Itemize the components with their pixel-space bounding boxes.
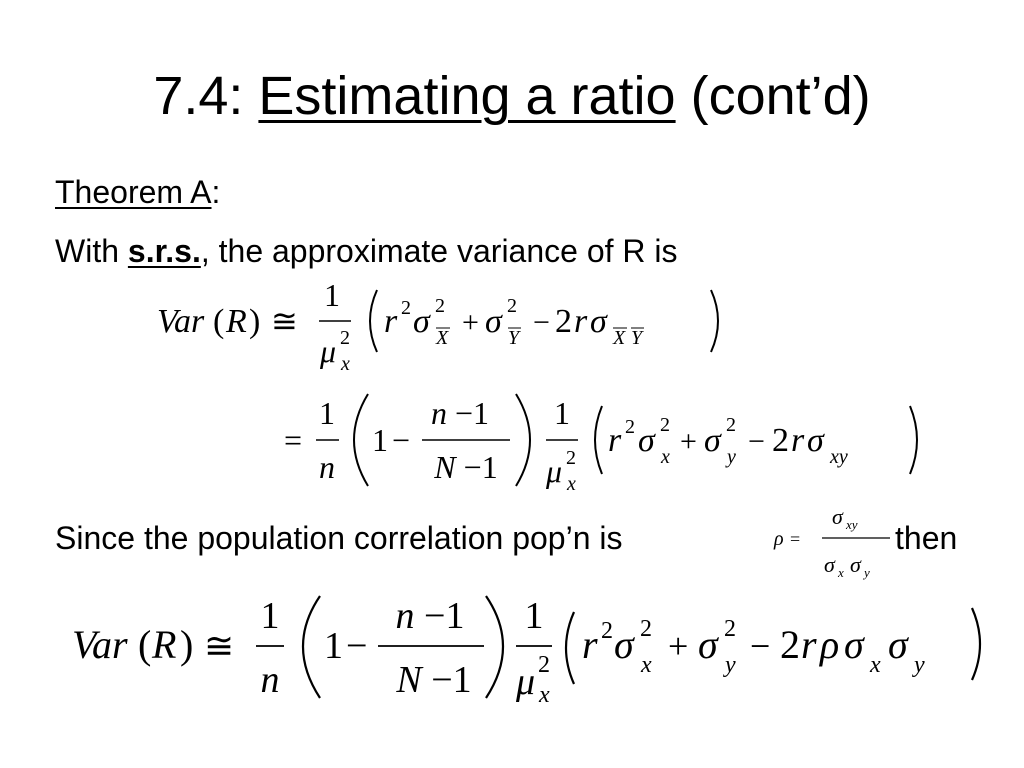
svg-text:R: R [226, 303, 247, 340]
svg-text:2: 2 [507, 295, 517, 317]
svg-text:n −1: n −1 [430, 395, 490, 431]
svg-text:r: r [574, 303, 588, 340]
svg-text:y: y [914, 652, 925, 678]
svg-text:σ: σ [807, 422, 824, 459]
svg-text:2: 2 [780, 622, 800, 667]
equation-1-svg [155, 272, 735, 382]
svg-text:+: + [462, 306, 479, 339]
svg-text:2: 2 [625, 416, 635, 438]
svg-text:x: x [341, 353, 350, 375]
svg-text:r: r [791, 422, 805, 459]
svg-text:r: r [608, 422, 622, 459]
svg-text:ρ: ρ [774, 528, 784, 550]
svg-text:r: r [384, 303, 398, 340]
svg-text:2: 2 [726, 414, 736, 436]
svg-text:σ: σ [824, 552, 835, 577]
svg-text:2: 2 [724, 616, 736, 642]
svg-text:n −1: n −1 [395, 595, 465, 637]
correlation-then: then [895, 520, 958, 556]
svg-text:σ: σ [413, 303, 430, 340]
svg-text:σ: σ [614, 622, 634, 667]
intro-srs: s.r.s. [127, 233, 201, 269]
svg-text:r: r [801, 622, 817, 667]
svg-text:1: 1 [324, 625, 343, 667]
svg-text:N −1: N −1 [396, 659, 472, 701]
svg-text:x: x [661, 446, 670, 468]
svg-text:+: + [680, 425, 697, 458]
svg-text:σ: σ [850, 552, 861, 577]
svg-text:1: 1 [260, 595, 280, 637]
svg-text:−: − [392, 422, 411, 458]
svg-text:2: 2 [401, 297, 411, 319]
svg-text:=: = [284, 422, 303, 458]
svg-text:n: n [260, 659, 280, 701]
svg-text:y: y [727, 446, 736, 468]
svg-text:Var: Var [72, 622, 128, 667]
svg-text:xy: xy [830, 446, 848, 468]
correlation-text: Since the population correlation pop’n is [55, 520, 623, 556]
svg-text:+: + [668, 626, 689, 666]
svg-text:(: ( [213, 303, 225, 340]
svg-text:=: = [790, 529, 801, 549]
svg-text:y: y [725, 652, 736, 678]
svg-text:X: X [436, 327, 449, 349]
svg-text:Y: Y [631, 327, 643, 349]
svg-text:μ: μ [320, 333, 337, 369]
svg-text:2: 2 [660, 414, 670, 436]
svg-text:2: 2 [772, 422, 789, 459]
svg-text:1: 1 [324, 277, 340, 313]
equation-3 [70, 588, 1000, 713]
svg-text:−: − [346, 625, 368, 667]
svg-text:−: − [750, 626, 771, 666]
equation-2 [282, 388, 922, 500]
title-underlined: Estimating a ratio [258, 66, 676, 126]
svg-text:σ: σ [888, 622, 908, 667]
svg-text:): ) [249, 303, 261, 340]
svg-text:μ: μ [516, 661, 536, 703]
slide-title [0, 60, 1024, 132]
intro-with: With [55, 233, 128, 269]
svg-text:R: R [152, 622, 177, 667]
svg-text:σ: σ [485, 303, 502, 340]
svg-text:Y: Y [508, 327, 520, 349]
svg-text:σ: σ [704, 422, 721, 459]
title-prefix: 7.4: [153, 66, 259, 126]
svg-text:2: 2 [435, 295, 445, 317]
svg-text:−: − [748, 425, 765, 458]
svg-text:2: 2 [538, 652, 550, 678]
svg-text:≅: ≅ [271, 303, 298, 339]
svg-text:μ: μ [546, 453, 563, 489]
svg-text:r: r [582, 622, 598, 667]
intro-line [55, 231, 678, 271]
equation-2-svg [282, 388, 922, 500]
theorem-colon: : [211, 174, 221, 210]
svg-text:2: 2 [640, 616, 652, 642]
svg-text:1: 1 [319, 395, 335, 431]
svg-text:n: n [319, 449, 335, 485]
theorem-label-line [55, 172, 220, 212]
theorem-label: Theorem A [55, 174, 212, 210]
svg-text:X: X [613, 327, 626, 349]
equation-1 [155, 272, 735, 382]
svg-text:x: x [567, 473, 576, 495]
title-suffix: (cont’d) [675, 66, 871, 126]
svg-text:x: x [539, 682, 550, 708]
svg-text:x: x [870, 652, 881, 678]
svg-text:1: 1 [524, 595, 544, 637]
svg-text:σ: σ [698, 622, 718, 667]
equation-3-svg [70, 588, 1000, 713]
svg-text:σ: σ [844, 622, 864, 667]
rho-formula-svg [772, 504, 892, 586]
svg-text:−: − [533, 306, 550, 339]
svg-text:x: x [641, 652, 652, 678]
svg-text:σ: σ [590, 303, 607, 340]
svg-text:xy: xy [846, 517, 858, 532]
svg-text:1: 1 [372, 422, 388, 458]
svg-text:y: y [864, 565, 870, 580]
svg-text:): ) [180, 622, 194, 667]
intro-rest: , the approximate variance of R is [200, 233, 678, 269]
svg-text:2: 2 [340, 327, 350, 349]
svg-text:σ: σ [638, 422, 655, 459]
svg-text:N −1: N −1 [434, 449, 498, 485]
svg-text:2: 2 [566, 447, 576, 469]
svg-text:Var: Var [157, 303, 205, 340]
svg-text:ρ: ρ [820, 622, 840, 667]
svg-text:≅: ≅ [204, 626, 235, 666]
svg-text:x: x [838, 565, 844, 580]
svg-text:1: 1 [554, 395, 570, 431]
svg-text:2: 2 [601, 618, 613, 644]
svg-text:2: 2 [555, 303, 572, 340]
svg-text:(: ( [138, 622, 152, 667]
svg-text:σ: σ [832, 504, 843, 529]
rho-formula [772, 504, 892, 586]
